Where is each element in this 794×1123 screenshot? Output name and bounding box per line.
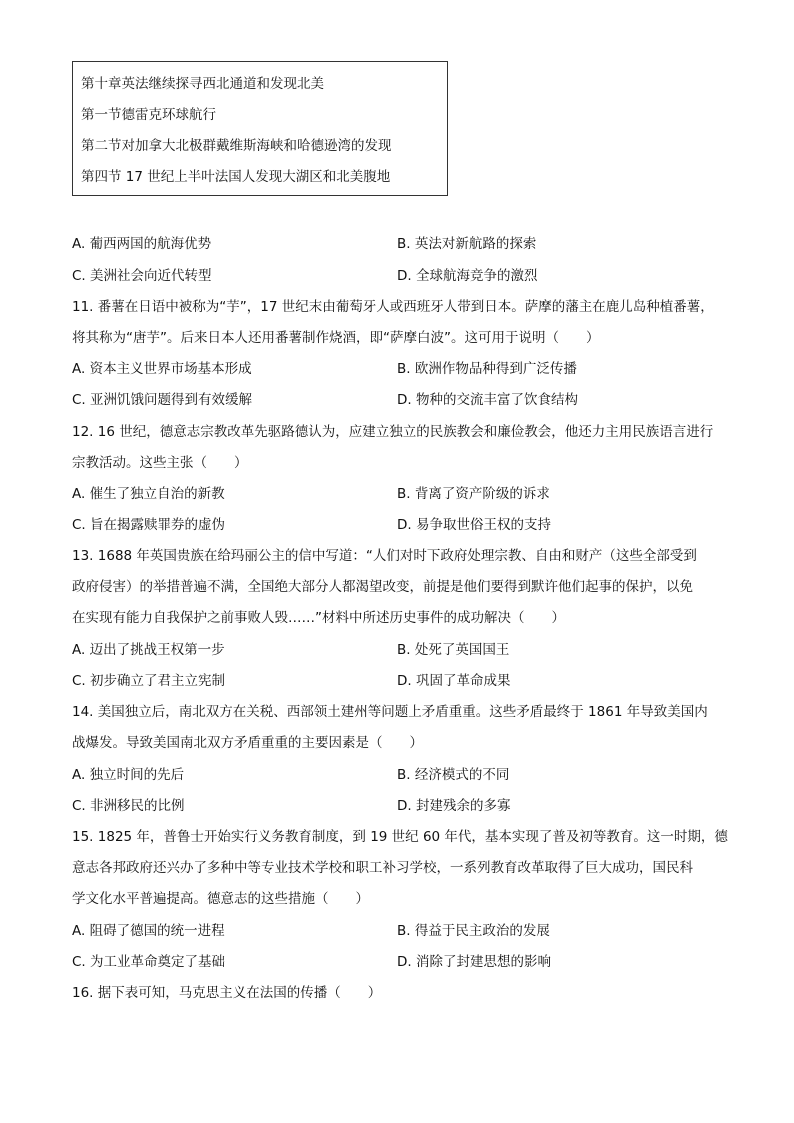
q15-option-c: C. 为工业革命奠定了基础 [72, 954, 226, 970]
q11-stem-line: 将其称为“唐芋”。后来日本人还用番薯制作烧酒，即“萨摩白波”。这可用于说明（ ） [72, 330, 600, 346]
q12-stem-line: 12. 16 世纪，德意志宗教改革先驱路德认为，应建立独立的民族教会和廉俭教会，他还力主用民族语言进行 [72, 424, 714, 440]
q16-stem-line: 16. 据下表可知，马克思主义在法国的传播（ ） [72, 985, 382, 1001]
q11-option-b: B. 欧洲作物品种得到广泛传播 [397, 361, 577, 377]
q12-stem-line: 宗教活动。这些主张（ ） [72, 455, 248, 471]
q10-option-b: B. 英法对新航路的探索 [397, 236, 537, 252]
q14-option-c: C. 非洲移民的比例 [72, 798, 185, 814]
box-line: 第二节对加拿大北极群戴维斯海峡和哈德逊湾的发现 [81, 138, 392, 154]
q10-option-c: C. 美洲社会向近代转型 [72, 268, 212, 284]
q12-option-c: C. 旨在揭露赎罪券的虚伪 [72, 517, 226, 533]
q11-option-a: A. 资本主义世界市场基本形成 [72, 361, 252, 377]
q15-option-d: D. 消除了封建思想的影响 [397, 954, 551, 970]
q10-option-a: A. 葡西两国的航海优势 [72, 236, 212, 252]
q13-option-b: B. 处死了英国国王 [397, 642, 510, 658]
q10-option-d: D. 全球航海竞争的激烈 [397, 268, 538, 284]
q15-option-b: B. 得益于民主政治的发展 [397, 923, 550, 939]
q15-stem-line: 学文化水平普遍提高。德意志的这些措施（ ） [72, 891, 369, 907]
box-line: 第十章英法继续探寻西北通道和发现北美 [81, 76, 324, 92]
q13-option-d: D. 巩固了革命成果 [397, 673, 511, 689]
box-line: 第一节德雷克环球航行 [81, 107, 216, 123]
q12-option-d: D. 易争取世俗王权的支持 [397, 517, 551, 533]
q11-stem-line: 11. 番薯在日语中被称为“芋”，17 世纪末由葡萄牙人或西班牙人带到日本。萨摩的藩主在鹿儿岛种植番薯， [72, 299, 714, 315]
q12-option-b: B. 背离了资产阶级的诉求 [397, 486, 550, 502]
q15-option-a: A. 阻碍了德国的统一进程 [72, 923, 225, 939]
q14-option-d: D. 封建残余的多寡 [397, 798, 511, 814]
q11-option-d: D. 物种的交流丰富了饮食结构 [397, 392, 578, 408]
q13-option-a: A. 迈出了挑战王权第一步 [72, 642, 225, 658]
q14-option-a: A. 独立时间的先后 [72, 767, 185, 783]
q11-option-c: C. 亚洲饥饿问题得到有效缓解 [72, 392, 253, 408]
q12-option-a: A. 催生了独立自治的新教 [72, 486, 225, 502]
q13-option-c: C. 初步确立了君主立宪制 [72, 673, 226, 689]
q13-stem-line: 13. 1688 年英国贵族在给玛丽公主的信中写道：“人们对时下政府处理宗教、自由和财产（这些全部受到 [72, 548, 697, 564]
q13-stem-line: 政府侵害）的举措普遍不满，全国绝大部分人都渴望改变，前提是他们要得到默许他们起事的保护，以免 [72, 579, 693, 595]
q14-stem-line: 战爆发。导致美国南北双方矛盾重重的主要因素是（ ） [72, 735, 423, 751]
q13-stem-line: 在实现有能力自我保护之前事败人毁……”材料中所述历史事件的成功解决（ ） [72, 610, 565, 626]
quoted-table-of-contents-box [72, 61, 448, 196]
q14-stem-line: 14. 美国独立后，南北双方在关税、西部领土建州等问题上矛盾重重。这些矛盾最终于 1861 年导致美国内 [72, 704, 708, 720]
q14-option-b: B. 经济模式的不同 [397, 767, 510, 783]
q15-stem-line: 意志各邦政府还兴办了多种中等专业技术学校和职工补习学校，一系列教育改革取得了巨大成功，国民科 [72, 860, 693, 876]
box-line: 第四节 17 世纪上半叶法国人发现大湖区和北美腹地 [81, 169, 391, 185]
q15-stem-line: 15. 1825 年，普鲁士开始实行义务教育制度，到 19 世纪 60 年代，基本实现了普及初等教育。这一时期，德 [72, 829, 728, 845]
